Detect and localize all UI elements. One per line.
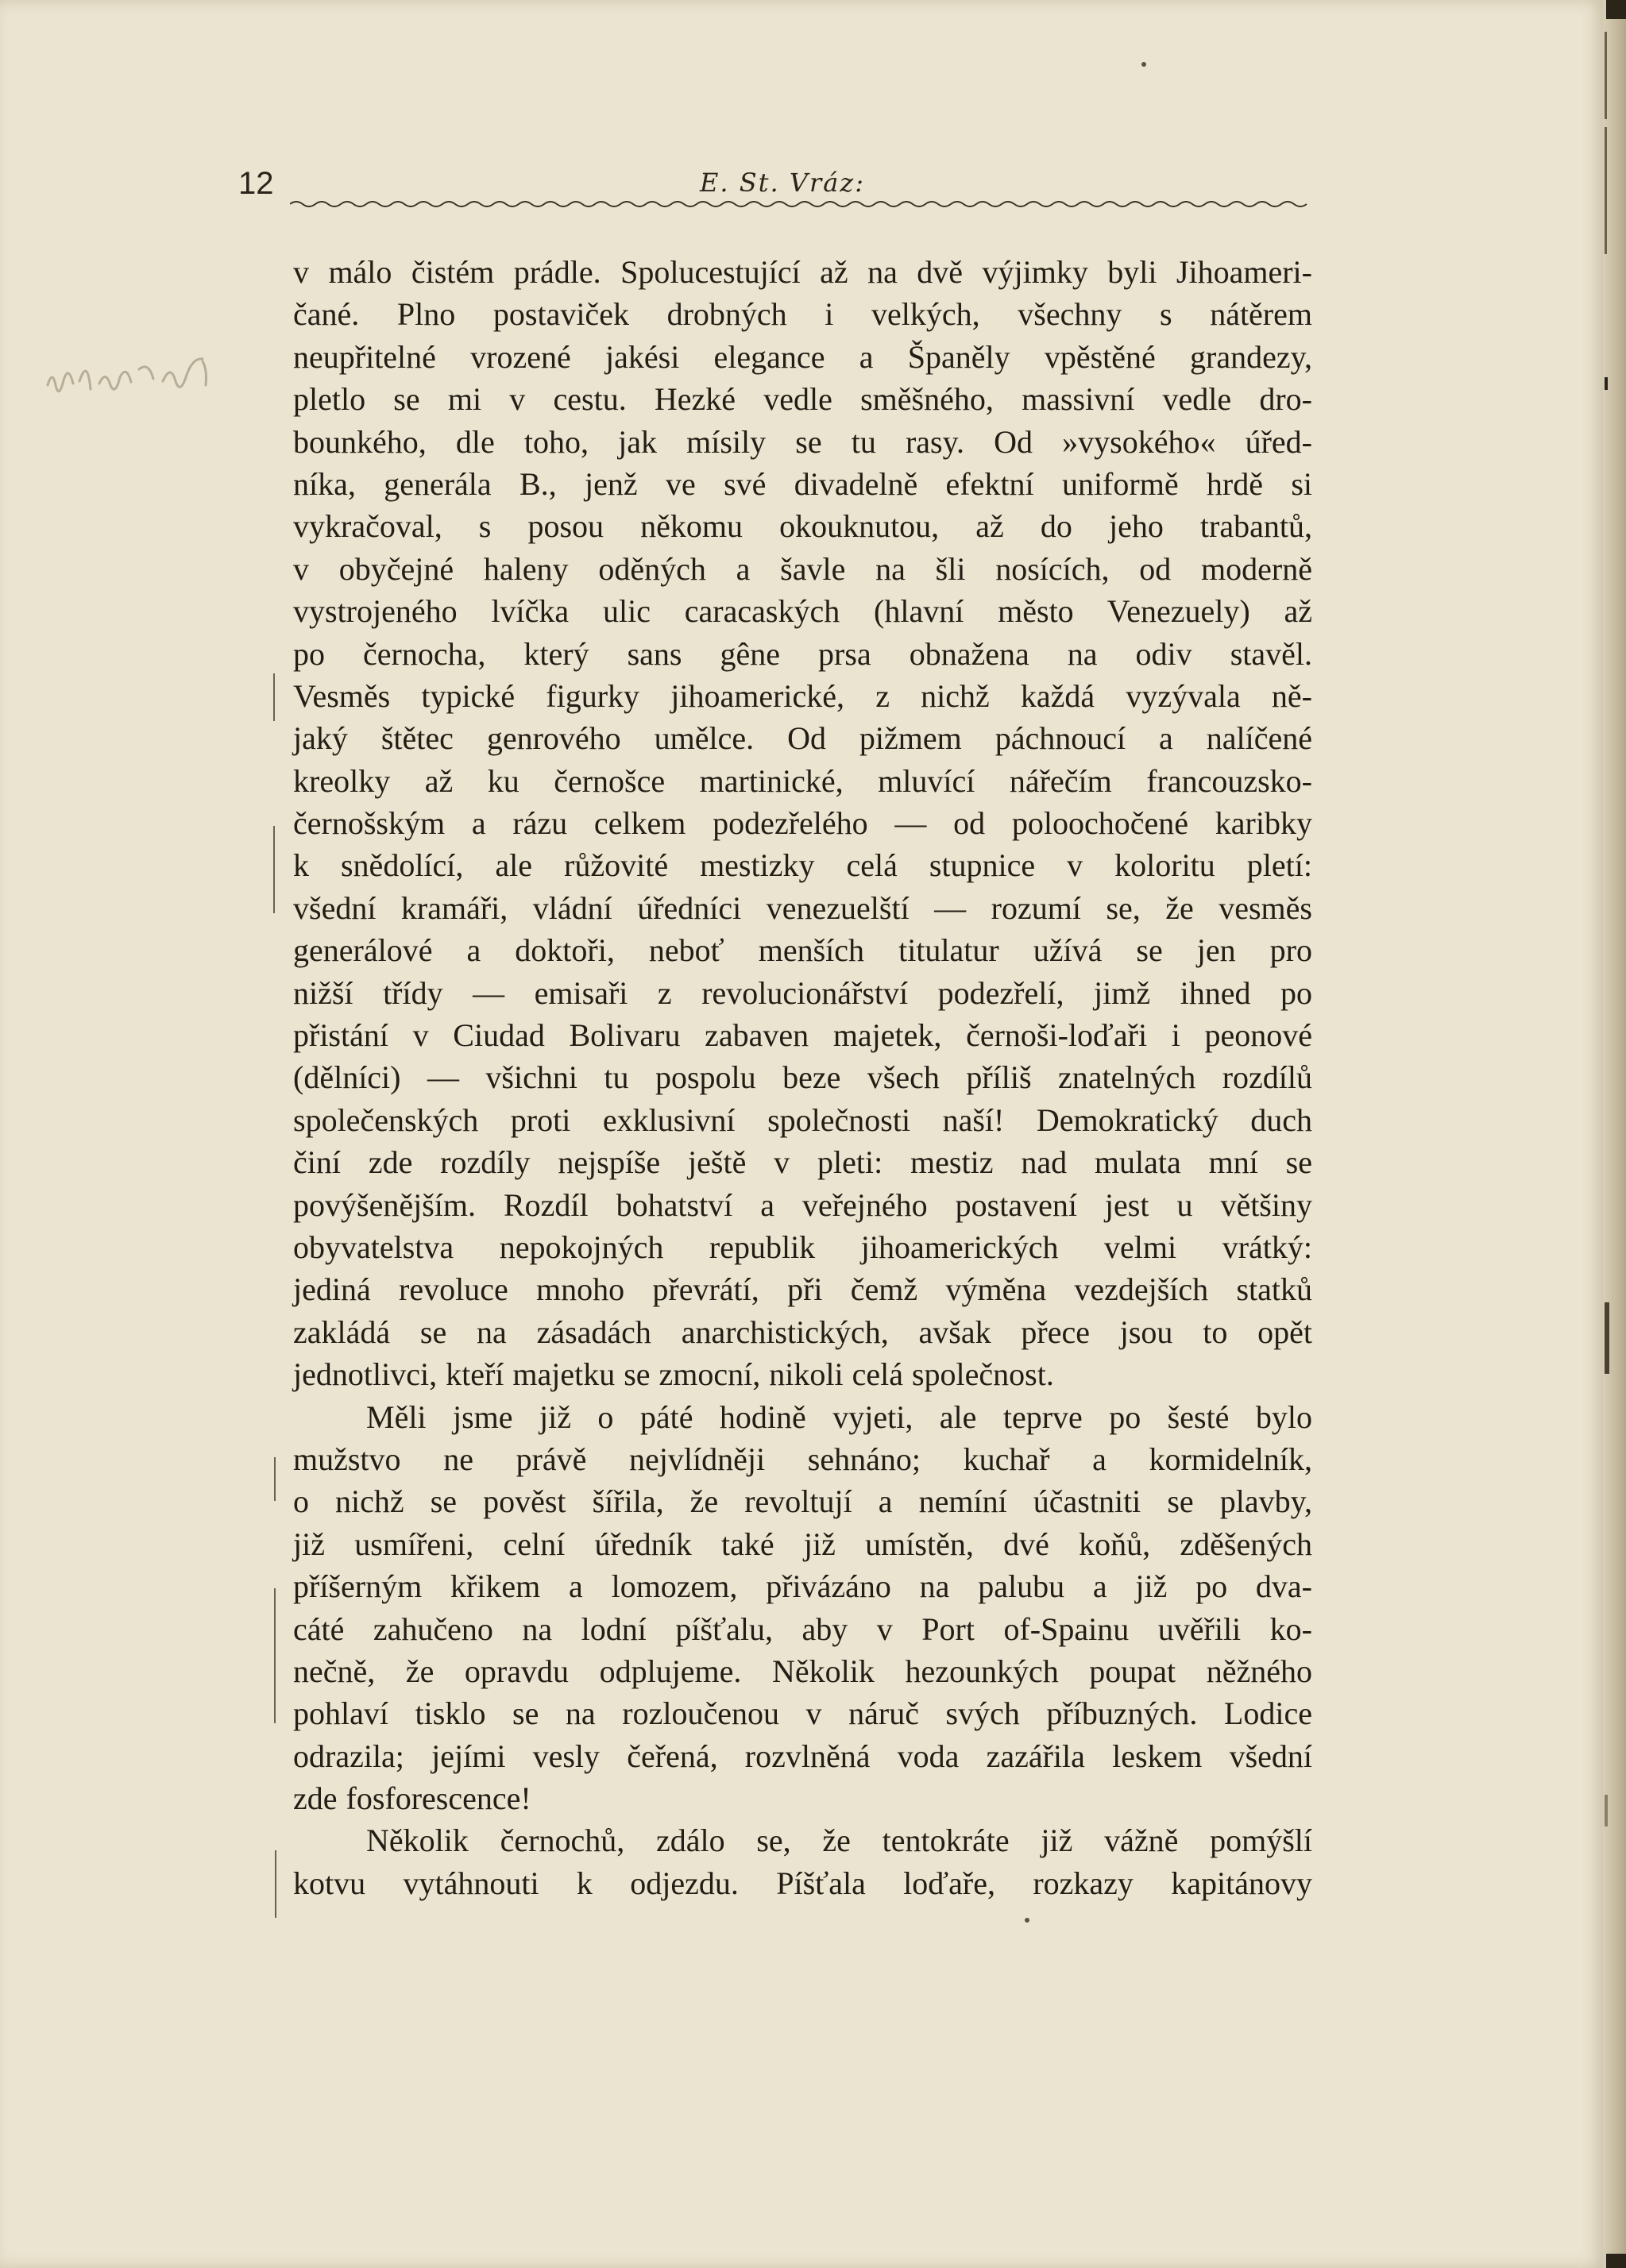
- text-line: v obyčejné haleny oděných a šavle na šli nosících, od moderně: [293, 550, 1312, 587]
- text-line: k snědolící, ale růžovité mestizky celá stupnice v koloritu pletí:: [293, 847, 1312, 884]
- text-line: přistání v Ciudad Bolivaru zabaven majetek, černoši-loďaři i peonové: [293, 1017, 1312, 1054]
- text-line: odrazila; jejími vesly čeřená, rozvlněná voda zazářila leskem všední: [293, 1738, 1312, 1774]
- text-line: v málo čistém prádle. Spolucestující až na dvě výjimky byli Jihoameri-: [293, 254, 1312, 290]
- text-line: bounkého, dle toho, jak mísily se tu rasy. Od »vysokého« úřed-: [293, 423, 1312, 460]
- text-line: již usmířeni, celní úředník také již umístěn, dvé koňů, zděšených: [293, 1526, 1312, 1562]
- text-line: nečně, že opravdu odplujeme. Několik hezounkých poupat něžného: [293, 1653, 1312, 1689]
- text-line: Několik černochů, zdálo se, že tentokráte již vážně pomýšlí: [366, 1822, 1312, 1859]
- text-line: čané. Plno postaviček drobných i velkých, všechny s nátěrem: [293, 296, 1312, 333]
- text-line: obyvatelstva nepokojných republik jihoamerických velmi vrátký:: [293, 1228, 1312, 1265]
- text-line: neupřitelné vrozené jakési elegance a Španěly vpěstěné grandezy,: [293, 338, 1312, 375]
- page-edge: [1603, 0, 1626, 2268]
- text-line: příšerným křikem a lomozem, přivázáno na palubu a již po dva-: [293, 1568, 1312, 1605]
- text-line: všední kramáři, vládní úředníci venezuelští — rozumí se, že vesměs: [293, 889, 1312, 926]
- text-line: níka, generála B., jenž ve své divadelně efektní uniformě hrdě si: [293, 465, 1312, 502]
- text-line: pohlaví tisklo se na rozloučenou v náruč svých příbuzných. Lodice: [293, 1695, 1312, 1732]
- text-line: kreolky až ku černošce martinické, mluvící nářečím francouzsko-: [293, 762, 1312, 799]
- text-line: mužstvo ne právě nejvlídněji sehnáno; kuchař a kormidelník,: [293, 1441, 1312, 1477]
- text-line: zakládá se na zásadách anarchistických, avšak přece jsou to opět: [293, 1313, 1312, 1350]
- margin-pencil-mark: [274, 1457, 276, 1501]
- text-line: povýšenějším. Rozdíl bohatství a veřejného postavení jest u většiny: [293, 1186, 1312, 1223]
- text-line: po černocha, který sans gêne prsa obnažena na odiv stavěl.: [293, 635, 1312, 672]
- text-line: vystrojeného lvíčka ulic caracaských (hlavní město Venezuely) až: [293, 593, 1312, 630]
- edge-mark: [1605, 1302, 1609, 1374]
- speck: [1141, 62, 1146, 67]
- text-line: zde fosforescence!: [293, 1780, 531, 1817]
- pencil-margin-note: [44, 338, 250, 409]
- edge-mark: [1605, 1795, 1608, 1826]
- text-line: vykračoval, s posou někomu okouknutou, až do jeho trabantů,: [293, 508, 1312, 545]
- text-line: černošským a rázu celkem podezřelého — od poloochočené karibky: [293, 805, 1312, 842]
- text-line: jediná revoluce mnoho převrátí, při čemž výměna vezdejších statků: [293, 1271, 1312, 1308]
- text-line: (dělníci) — všichni tu pospolu beze všech příliš znatelných rozdílů: [293, 1059, 1312, 1096]
- margin-pencil-mark: [274, 1588, 276, 1723]
- text-line: pletlo se mi v cestu. Hezké vedle směšného, massivní vedle dro-: [293, 381, 1312, 418]
- margin-pencil-mark: [275, 1850, 276, 1918]
- edge-mark: [1606, 2254, 1626, 2268]
- decorative-wavy-rule: [290, 198, 1315, 210]
- main-text: [293, 251, 1312, 1904]
- text-line: Měli jsme již o páté hodině vyjeti, ale teprve po šesté bylo: [366, 1398, 1312, 1435]
- speck: [1025, 1918, 1029, 1923]
- text-line: generálové a doktoři, neboť menších titulatur užívá se jen pro: [293, 932, 1312, 969]
- text-line: Vesměs typické figurky jihoamerické, z nichž každá vyzývala ně-: [293, 677, 1312, 714]
- edge-mark: [1606, 0, 1626, 19]
- edge-mark: [1605, 32, 1607, 119]
- text-line: společenských proti exklusivní společnosti naší! Demokratický duch: [293, 1101, 1312, 1138]
- text-line: jaký štětec genrového umělce. Od pižmem páchnoucí a nalíčené: [293, 720, 1312, 757]
- page-header: [238, 163, 1327, 210]
- text-line: nižší třídy — emisaři z revolucionářství podezřelí, jimž ihned po: [293, 974, 1312, 1011]
- running-title: E. St. Vráz:: [700, 168, 865, 198]
- text-line: činí zde rozdíly nejspíše ještě v pleti: mestiz nad mulata mní se: [293, 1144, 1312, 1181]
- edge-mark: [1605, 377, 1608, 390]
- text-line: jednotlivci, kteří majetku se zmocní, nikoli celá společnost.: [293, 1356, 1054, 1393]
- text-line: kotvu vytáhnouti k odjezdu. Píšťala loďaře, rozkazy kapitánovy: [293, 1865, 1312, 1901]
- text-line: o nichž se pověst šířila, že revoltují a nemíní účastniti se plavby,: [293, 1483, 1312, 1520]
- edge-mark: [1605, 127, 1607, 254]
- margin-pencil-mark: [273, 673, 275, 721]
- text-line: cáté zahučeno na lodní píšťalu, aby v Port of-Spainu uvěřili ko-: [293, 1610, 1312, 1647]
- margin-pencil-mark: [273, 826, 275, 913]
- page-number: 12: [238, 166, 274, 201]
